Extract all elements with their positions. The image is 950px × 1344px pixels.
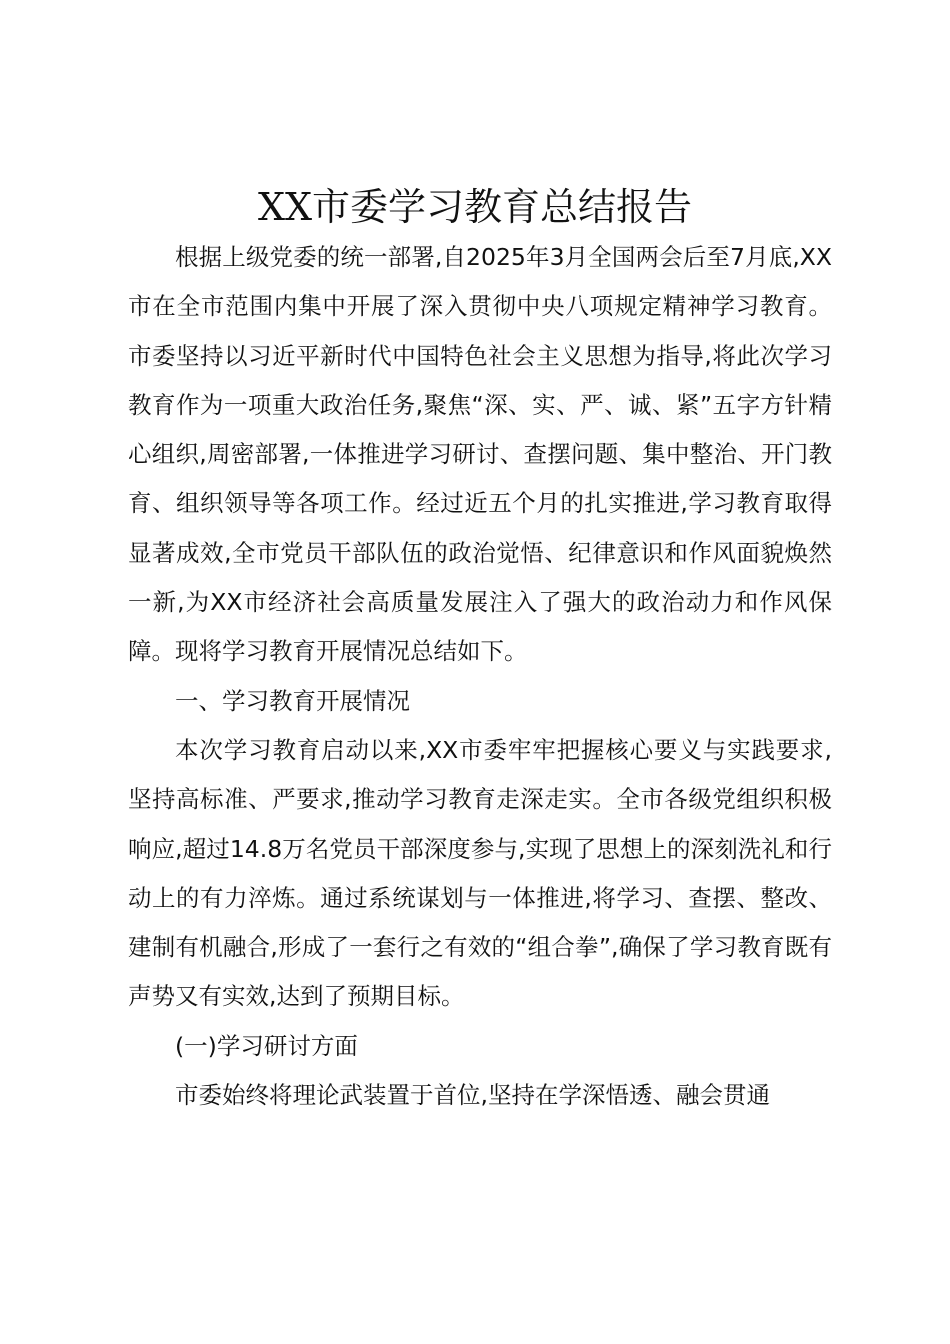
subsection-heading-1: (一)学习研讨方面 bbox=[175, 1031, 358, 1060]
document-title: XX市委学习教育总结报告 bbox=[257, 185, 693, 229]
paragraph-section-1: 本次学习教育启动以来,XX市委牢牢把握核心要义与实践要求,坚持高标准、严要求,推动学习教育走深走实。全市各级党组织积极响应,超过14.8万名党员干部深度参与,实现了思想上的深刻洗礼和行动上的有力淬炼。通过系统谋划与一体推进,将学习、查摆、整改、建制有机融合,形成了一套行之有效的“组合拳”,确保了学习教育既有声势又有实效,达到了预期目标。 bbox=[128, 735, 832, 1011]
section-heading-1: 一、学习教育开展情况 bbox=[175, 686, 410, 715]
document-body bbox=[128, 233, 832, 1120]
paragraph-subsection-1: 市委始终将理论武装置于首位,坚持在学深悟透、融会贯通 bbox=[175, 1081, 770, 1110]
paragraph-intro: 根据上级党委的统一部署,自2025年3月全国两会后至7月底,XX市在全市范围内集中开展了深入贯彻中央八项规定精神学习教育。市委坚持以习近平新时代中国特色社会主义思想为指导,将此次学习教育作为一项重大政治任务,聚焦“深、实、严、诚、紧”五字方针精心组织,周密部署,一体推进学习研讨、查摆问题、集中整治、开门教育、组织领导等各项工作。经过近五个月的扎实推进,学习教育取得显著成效,全市党员干部队伍的政治觉悟、纪律意识和作风面貌焕然一新,为XX市经济社会高质量发展注入了强大的政治动力和作风保障。现将学习教育开展情况总结如下。 bbox=[128, 243, 832, 666]
